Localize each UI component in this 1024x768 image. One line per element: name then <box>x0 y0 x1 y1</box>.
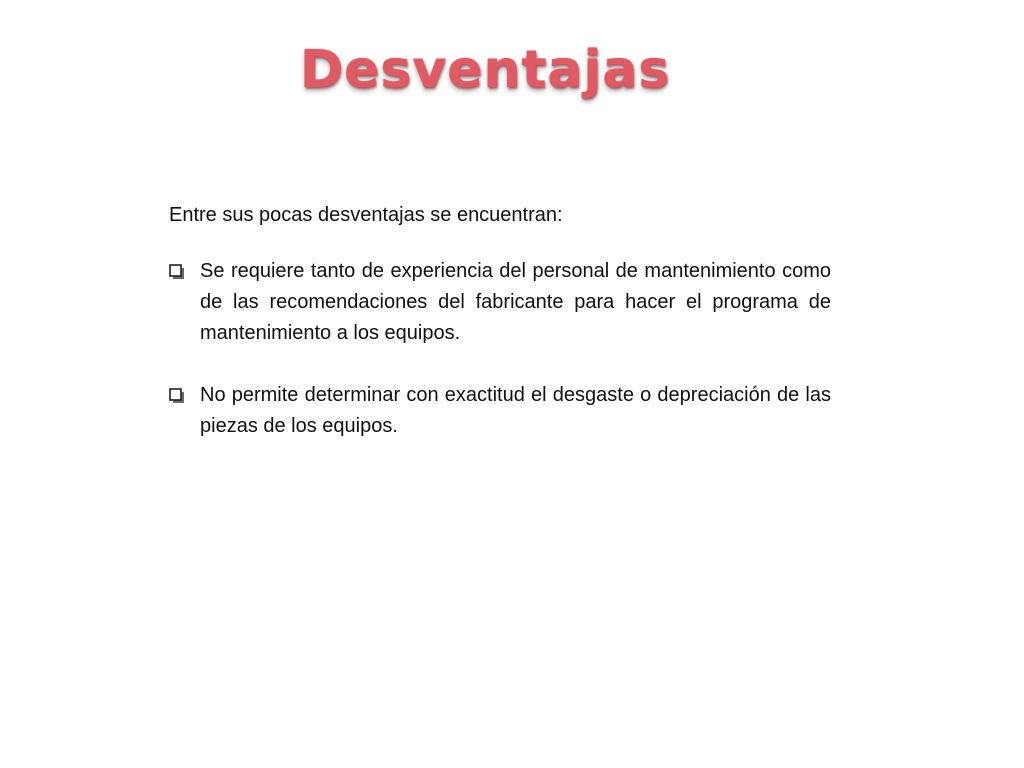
bullet-item <box>169 380 831 442</box>
slide-title: Desventajas <box>300 40 671 100</box>
intro-text: Entre sus pocas desventajas se encuentran: <box>169 204 563 226</box>
bullet-list <box>169 256 831 442</box>
slide-content <box>169 200 831 442</box>
bullet-item <box>169 256 831 349</box>
bullet-text: No permite determinar con exactitud el desgaste o depreciación de las piezas de los equipos. <box>200 384 831 437</box>
bullet-text: Se requiere tanto de experiencia del personal de mantenimiento como de las recomendaciones del fabricante para hacer el programa de mantenimiento a los equipos. <box>200 260 831 344</box>
hollow-square-bullet-icon <box>169 264 185 280</box>
hollow-square-bullet-icon <box>169 388 185 404</box>
